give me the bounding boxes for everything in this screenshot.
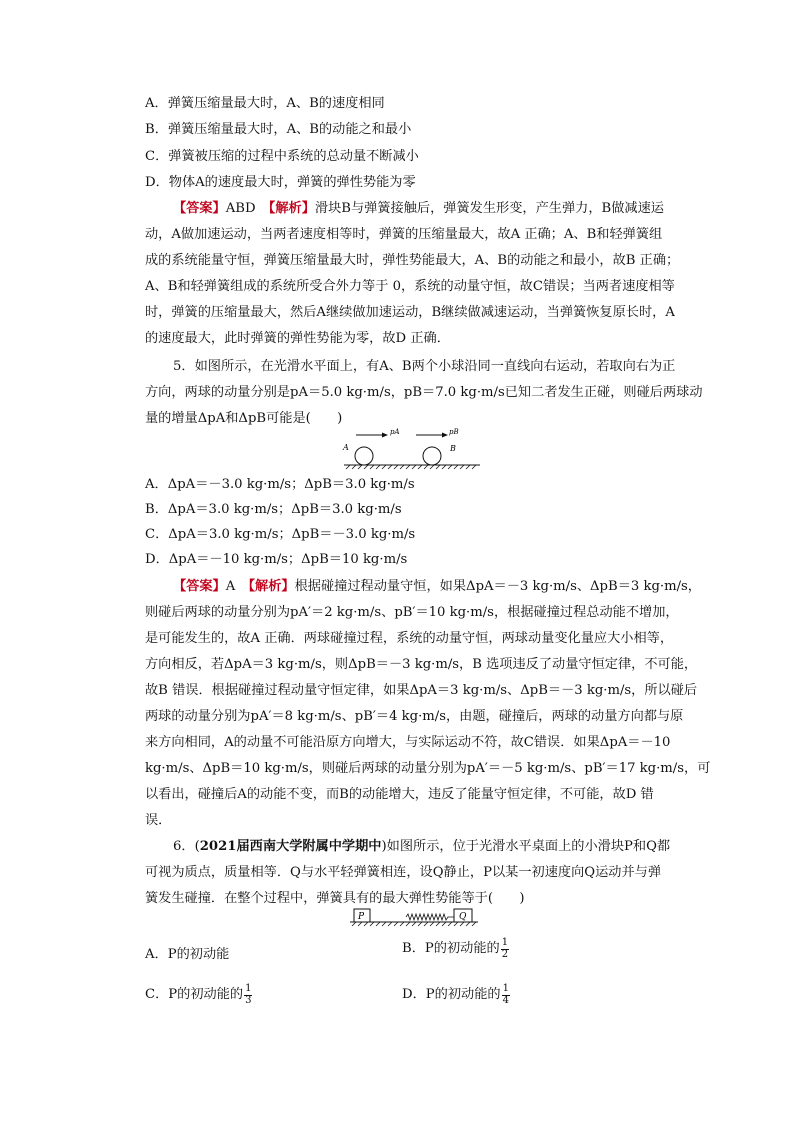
fraction: $\frac{1}{4}$ <box>502 983 509 1006</box>
q6-source: 2021届西南大学附属中学期中 <box>199 839 382 854</box>
q5-analysis-line: 则碰后两球的动量分别为pA′＝2 kg·m/s、pB′＝10 kg·m/s，根据碰撞过程总动能不增加， <box>145 605 679 620</box>
q5-option-c: C．ΔpA＝3.0 kg·m/s；ΔpB＝－3.0 kg·m/s <box>145 527 416 542</box>
q5-analysis-line: 以看出，碰撞后A的动能不变，而B的动能增大，违反了能量守恒定律，不可能，故D 错 <box>145 787 654 802</box>
q6-option-a: A．P的初动能 <box>145 947 230 962</box>
ball-b <box>423 447 441 465</box>
q4-answer-line <box>173 202 664 215</box>
arrow-right-icon <box>382 433 388 438</box>
q5-analysis-tag: 【解析】 <box>248 579 295 594</box>
spring <box>406 914 454 920</box>
label-b: B <box>450 444 456 453</box>
q6-option-c: C．P的初动能的 $\frac{1}{3}$ <box>145 983 252 1006</box>
q6-option-d: D．P的初动能的 $\frac{1}{4}$ <box>402 983 509 1006</box>
q5-option-b: B．ΔpA＝3.0 kg·m/s；ΔpB＝3.0 kg·m/s <box>145 502 402 517</box>
q5-answer-tag: 【答案】 <box>173 579 226 594</box>
q5-option-a: A．ΔpA＝－3.0 kg·m/s；ΔpB＝3.0 kg·m/s <box>145 477 415 492</box>
fraction: $\frac{1}{2}$ <box>501 937 509 960</box>
label-pb: pB <box>449 428 459 436</box>
q4-option-d: D．物体A的速度最大时，弹簧的弹性势能为零 <box>145 175 416 190</box>
q5-analysis-line: kg·m/s、ΔpB＝10 kg·m/s，则碰后两球的动量分别为pA′＝－5 kg·m/s、pB′＝17 kg·m/s，可 <box>145 761 711 776</box>
q6-stem-line: 簧发生碰撞．在整个过程中，弹簧具有的最大弹性势能等于( ) <box>145 891 525 906</box>
q5-stem-line: 方向，两球的动量分别是pA＝5.0 kg·m/s，pB＝7.0 kg·m/s已知二者发生正碰，则碰后两球动 <box>145 385 703 400</box>
q5-option-d: D．ΔpA＝－10 kg·m/s；ΔpB＝10 kg·m/s <box>145 552 408 567</box>
q5-answer: A <box>225 579 236 594</box>
q4-analysis-line: 滑块B与弹簧接触后，弹簧发生形变，产生弹力，B做减速运 <box>314 201 664 216</box>
fraction: $\frac{1}{3}$ <box>245 983 252 1006</box>
q5-analysis-line: 误． <box>145 813 172 828</box>
ball-a <box>355 447 373 465</box>
q5-stem-line: 5．如图所示，在光滑水平面上，有A、B两个小球沿同一直线向右运动，若取向右为正 <box>173 359 676 374</box>
q6-stem-line: 可视为质点，质量相等．Q与水平轻弹簧相连，设Q静止，P以某一初速度向Q运动并与弹 <box>145 865 662 880</box>
q5-collision-figure <box>338 425 484 473</box>
q6-option-b: B．P的初动能的 $\frac{1}{2}$ <box>402 937 509 960</box>
q4-analysis-line: A、B和轻弹簧组成的系统所受合外力等于 0，系统的动量守恒，故C错误；当两者速度相等 <box>145 279 675 294</box>
q6-stem-line <box>173 840 670 853</box>
q4-option-a: A．弹簧压缩量最大时，A、B的速度相同 <box>145 96 385 111</box>
q5-analysis-line: 故B 错误．根据碰撞过程动量守恒定律，如果ΔpA＝3 kg·m/s、ΔpB＝－3 kg·m/s，所以碰后 <box>145 683 698 698</box>
q6-spring-figure <box>348 906 480 928</box>
label-a: A <box>343 443 349 452</box>
q4-answer: ABD <box>225 201 256 216</box>
q4-option-b: B．弹簧压缩量最大时，A、B的动能之和最小 <box>145 122 412 137</box>
q5-analysis-line: 方向相反，若ΔpA＝3 kg·m/s，则ΔpB＝－3 kg·m/s，B 选项违反了动量守恒定律，不可能， <box>145 657 698 672</box>
q4-analysis-line: 成的系统能量守恒，弹簧压缩量最大时，弹性势能最大，A、B的动能之和最小，故B 正确； <box>145 253 680 268</box>
q4-analysis-line: 时，弹簧的压缩量最大，然后A继续做加速运动，B继续做减速运动，当弹簧恢复原长时，A <box>145 305 675 320</box>
q6-stem-text: )如图所示，位于光滑水平桌面上的小滑块P和Q都 <box>381 839 671 854</box>
label-p: P <box>358 912 365 922</box>
q5-answer-line <box>173 580 701 593</box>
q5-analysis-line: 是可能发生的，故A 正确．两球碰撞过程，系统的动量守恒，两球动量变化量应大小相等， <box>145 631 674 646</box>
q4-analysis-tag: 【解析】 <box>268 201 315 216</box>
q5-stem-line: 量的增量ΔpA和ΔpB可能是( ) <box>145 411 343 426</box>
label-q: Q <box>459 912 467 922</box>
q5-analysis-line: 来方向相同，A的动量不可能沿原方向增大，与实际运动不符，故C错误．如果ΔpA＝－10 <box>145 735 671 750</box>
q5-analysis-line: 根据碰撞过程动量守恒，如果ΔpA＝－3 kg·m/s、ΔpB＝3 kg·m/s， <box>294 579 701 594</box>
q4-answer-tag: 【答案】 <box>173 201 226 216</box>
arrow-right-icon <box>442 433 448 438</box>
q4-analysis-line: 的速度最大，此时弹簧的弹性势能为零，故D 正确． <box>145 331 450 346</box>
q4-analysis-line: 动，A做加速运动，当两者速度相等时，弹簧的压缩量最大，故A 正确；A、B和轻弹簧组 <box>145 227 663 242</box>
q5-analysis-line: 两球的动量分别为pA′＝8 kg·m/s、pB′＝4 kg·m/s，由题，碰撞后，两球的动量方向都与原 <box>145 709 684 724</box>
q4-option-c: C．弹簧被压缩的过程中系统的总动量不断减小 <box>145 149 419 164</box>
label-pa: pA <box>390 428 400 436</box>
q6-stem-prefix: 6．( <box>173 839 200 854</box>
